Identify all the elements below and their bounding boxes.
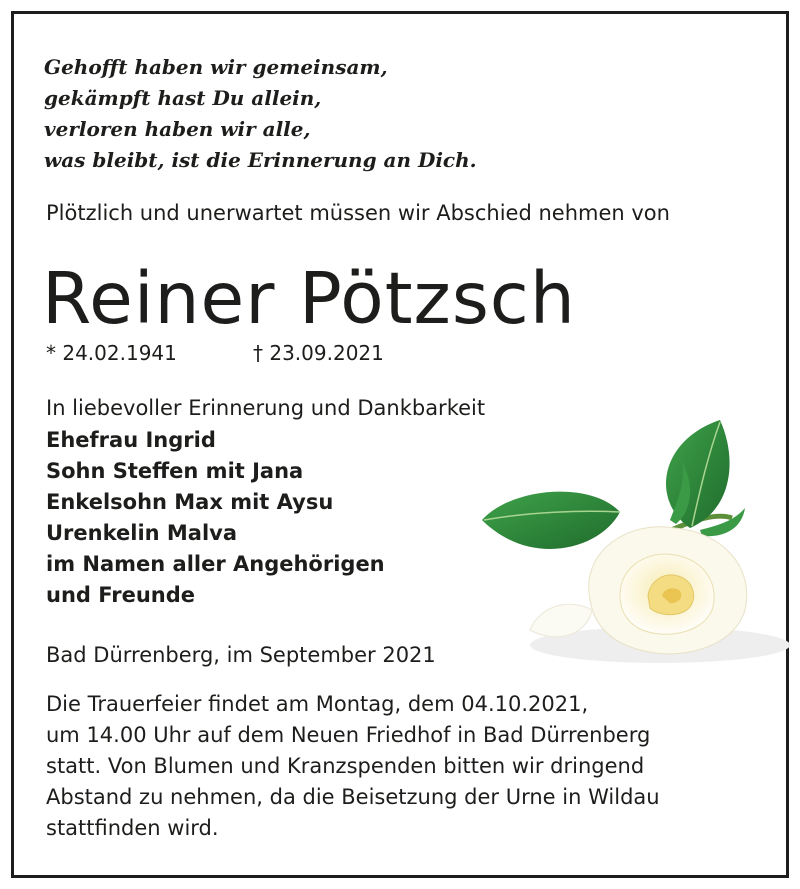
memorial-verse [44, 52, 477, 176]
deceased-name: Reiner Pötzsch [42, 257, 576, 340]
intro-text: Plötzlich und unerwartet müssen wir Abschied nehmen von [46, 201, 670, 225]
notice-line: statt. Von Blumen und Kranzspenden bitten wir dringend [46, 754, 645, 778]
notice-line: stattfinden wird. [46, 816, 219, 840]
family-member: Sohn Steffen mit Jana [46, 459, 304, 483]
white-rose-icon [470, 400, 790, 680]
notice-line: Die Trauerfeier findet am Montag, dem 04.10.2021, [46, 692, 589, 716]
notice-line: Abstand zu nehmen, da die Beisetzung der Urne in Wildau [46, 785, 660, 809]
place-date: Bad Dürrenberg, im September 2021 [46, 643, 436, 667]
family-member: Enkelsohn Max mit Aysu [46, 490, 334, 514]
funeral-notice [46, 689, 781, 844]
family-member: Urenkelin Malva [46, 521, 238, 545]
verse-line: Gehofft haben wir gemeinsam, [44, 55, 388, 79]
verse-line: verloren haben wir alle, [44, 117, 311, 141]
thanks-text: In liebevoller Erinnerung und Dankbarkeit [46, 396, 486, 420]
birth-date: * 24.02.1941 [46, 341, 177, 365]
verse-line: was bleibt, ist die Erinnerung an Dich. [44, 148, 477, 172]
family-member: und Freunde [46, 583, 196, 607]
verse-line: gekämpft hast Du allein, [44, 86, 322, 110]
family-list [46, 425, 385, 611]
death-date: † 23.09.2021 [253, 341, 384, 365]
notice-line: um 14.00 Uhr auf dem Neuen Friedhof in Bad Dürrenberg [46, 723, 651, 747]
family-member: im Namen aller Angehörigen [46, 552, 385, 576]
life-dates [46, 340, 384, 366]
family-member: Ehefrau Ingrid [46, 428, 216, 452]
